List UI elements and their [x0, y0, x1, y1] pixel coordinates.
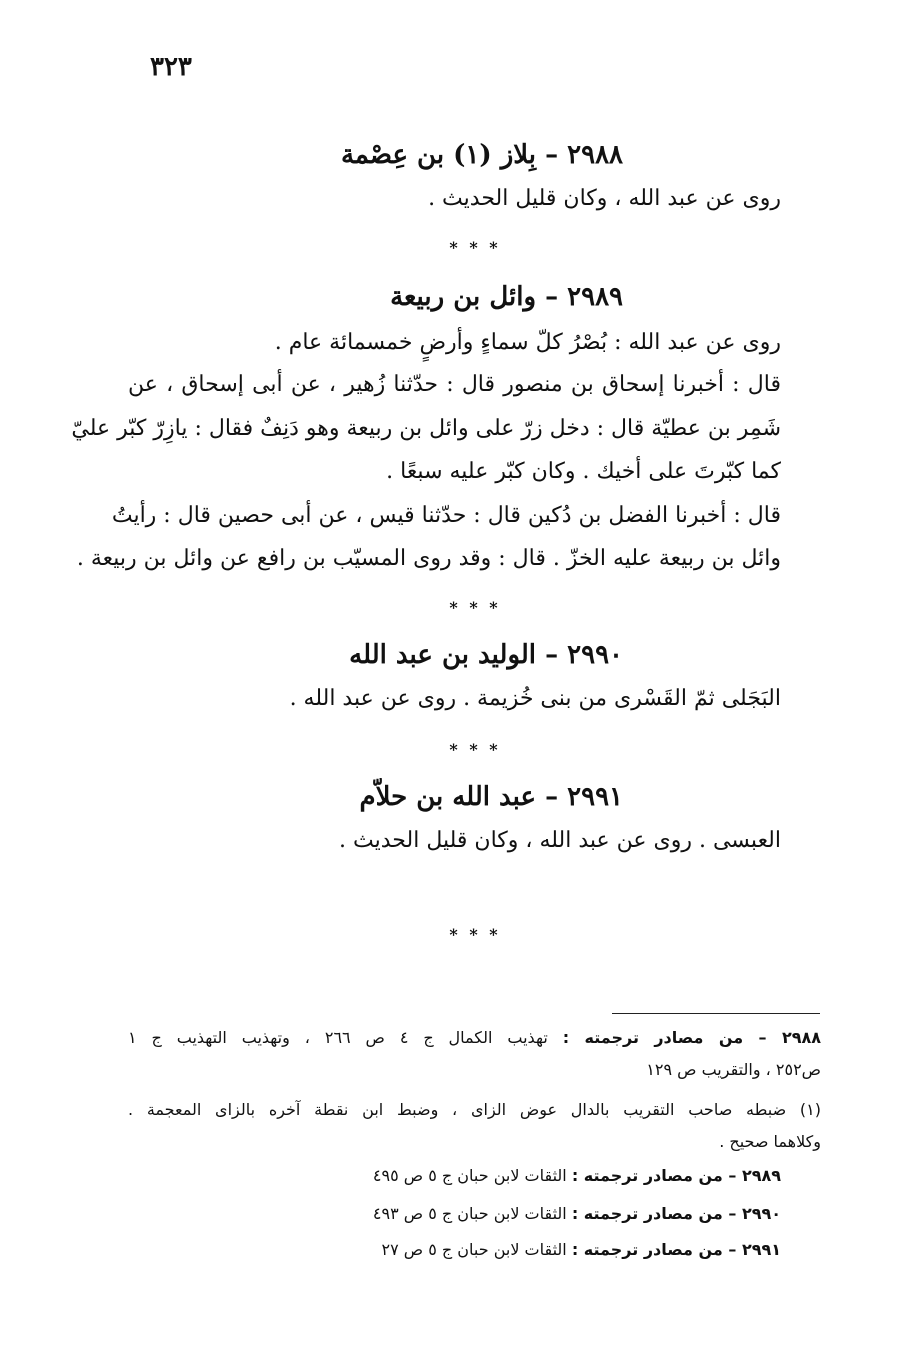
footnote-2991-text: الثقات لابن حبان ج ٥ ص ٢٧: [381, 1240, 567, 1259]
section-separator: * * *: [449, 238, 501, 257]
entry-text-2989-line-6: وائل بن ربيعة عليه الخزّ . قال : وقد روى المسيّب بن رافع عن وائل بن ربيعة .: [76, 546, 781, 571]
footnote-2990-label: ٢٩٩٠ – من مصادر ترجمته :: [571, 1204, 781, 1223]
entry-text-2988-line-1: روى عن عبد الله ، وكان قليل الحديث .: [428, 186, 781, 211]
entry-heading-2990: ٢٩٩٠ – الوليد بن عبد الله: [349, 640, 623, 670]
section-separator: * * *: [449, 740, 501, 759]
footnote-1-line-2: وكلاهما صحيح .: [719, 1132, 821, 1151]
section-separator: * * *: [449, 925, 501, 944]
page-number: ٣٢٣: [150, 52, 192, 82]
entry-text-2990-line-1: البَجَلى ثمّ القَسْرى من بنى خُزيمة . روى عن عبد الله .: [289, 686, 781, 711]
footnote-2988-line-2: ص٢٥٢ ، والتقريب ص ١٢٩: [646, 1060, 821, 1079]
footnote-2990-text: الثقات لابن حبان ج ٥ ص ٤٩٣: [372, 1204, 567, 1223]
entry-text-2989-line-3: شَمِر بن عطيّة قال : دخل زرّ على وائل بن ربيعة وهو دَنِفٌ فقال : يازِرّ كبّر عليّ: [71, 416, 781, 441]
footnote-2989: [373, 1166, 781, 1185]
entry-heading-2988: ٢٩٨٨ – بِلاز (١) بن عِصْمة: [340, 140, 623, 170]
entry-heading-2991: ٢٩٩١ – عبد الله بن حلاّم: [359, 782, 623, 812]
footnote-2989-text: الثقات لابن حبان ج ٥ ص ٤٩٥: [372, 1166, 567, 1185]
entry-text-2991-line-1: العبسى . روى عن عبد الله ، وكان قليل الحديث .: [339, 828, 781, 853]
entry-text-2989-line-1: روى عن عبد الله : بُصْرُ كلّ سماءٍ وأرضٍ خمسمائة عام .: [274, 330, 781, 355]
footnote-rule: [612, 1013, 820, 1014]
footnote-2988-line-1: [128, 1028, 821, 1047]
footnote-2990: [373, 1204, 781, 1223]
footnote-1-line-1: (١) ضبطه صاحب التقريب بالدال عوض الزاى ، وضبط ابن نقطة آخره بالزاى المعجمة .: [128, 1100, 821, 1119]
section-separator: * * *: [449, 598, 501, 617]
entry-text-2989-line-5: قال : أخبرنا الفضل بن دُكين قال : حدّثنا قيس ، عن أبى حصين قال : رأيتُ: [111, 503, 781, 528]
footnote-2989-label: ٢٩٨٩ – من مصادر ترجمته :: [571, 1166, 781, 1185]
footnote-2991: [381, 1240, 781, 1259]
entry-text-2989-line-2: قال : أخبرنا إسحاق بن منصور قال : حدّثنا زُهير ، عن أبى إسحاق ، عن: [128, 372, 781, 397]
footnote-2988-label: ٢٩٨٨ – من مصادر ترجمته :: [562, 1028, 822, 1047]
entry-heading-2989: ٢٩٨٩ – وائل بن ربيعة: [390, 282, 623, 312]
footnote-2988-text: تهذيب الكمال ج ٤ ص ٢٦٦ ، وتهذيب التهذيب ج ١: [128, 1028, 548, 1047]
entry-text-2989-line-4: كما كبّرتَ على أخيك . وكان كبّر عليه سبعًا .: [386, 459, 781, 484]
footnote-2991-label: ٢٩٩١ – من مصادر ترجمته :: [571, 1240, 781, 1259]
